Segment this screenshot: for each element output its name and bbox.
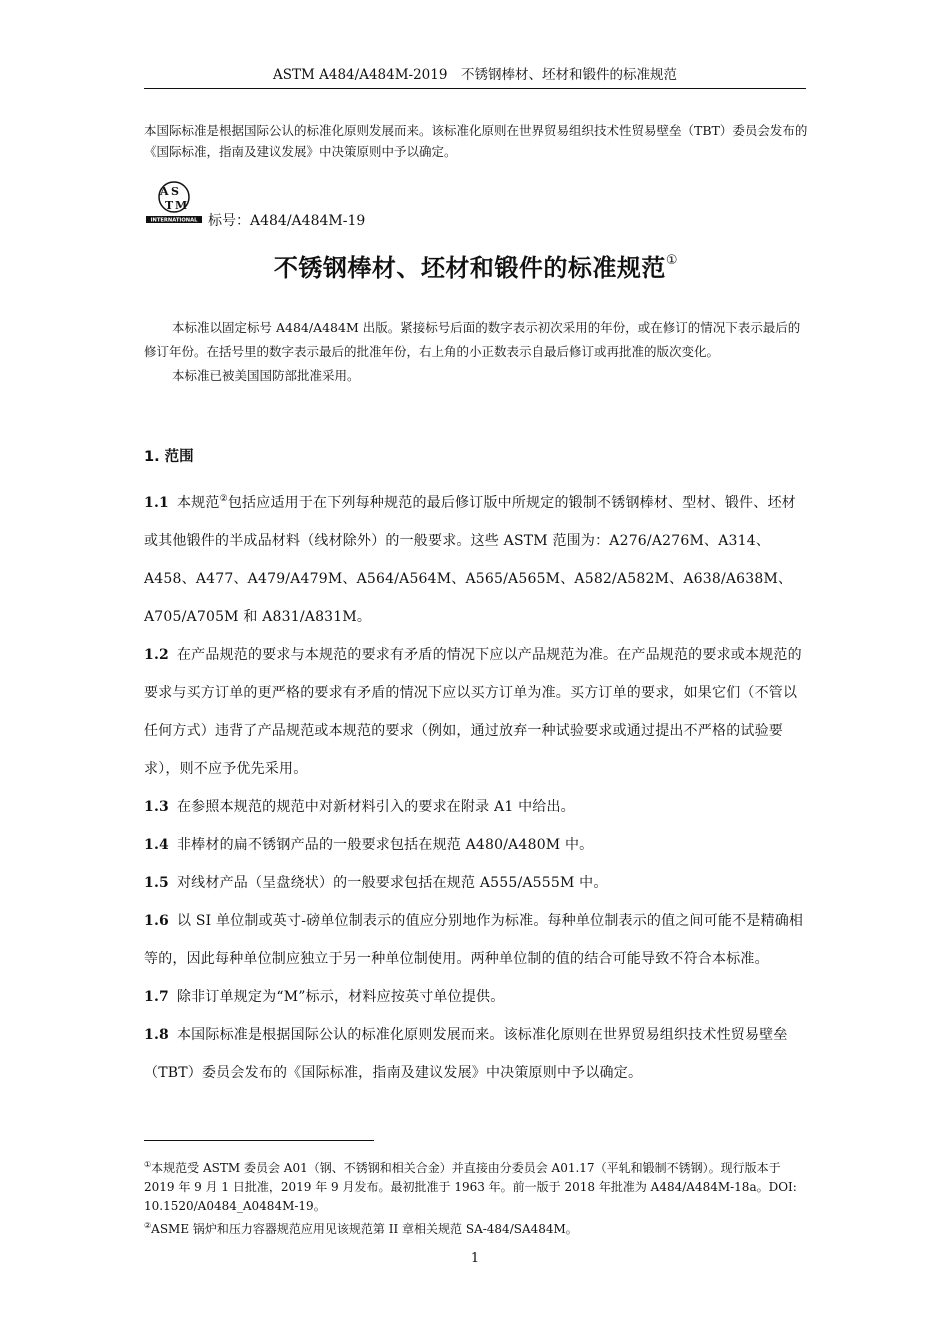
logo-subtext: INTERNATIONAL: [150, 217, 198, 224]
clause-number: 1.5: [144, 875, 169, 891]
statement-paragraph: 本标准已被美国国防部批准采用。: [172, 368, 360, 383]
logo-letter-s: S: [171, 185, 179, 198]
clause-number: 1.6: [144, 913, 169, 929]
footnote: [144, 1155, 808, 1216]
header-rule: [144, 88, 806, 89]
title-footnote-mark: ①: [665, 253, 679, 268]
document-title: [144, 244, 808, 285]
clause: [144, 636, 808, 788]
clause-number: 1.1: [144, 495, 169, 511]
designation-row: [144, 178, 808, 230]
logo-letter-a: A: [160, 185, 169, 198]
astm-logo: [144, 178, 204, 226]
clause-text: 包括应适用于在下列每种规范的最后修订版中所规定的锻制不锈钢棒材、型材、锻件、坯材或其他锻件的半成品材料（线材除外）的一般要求。这些 ASTM 范围为：A276/A276M、A314、A458、A477、A479/A479M、A564/A564M、A565/A565M、A582/A582M、A638/A638M、A705/A705M 和 A831/A831M。: [144, 495, 796, 625]
clause: [144, 788, 808, 826]
standard-statement: [144, 316, 808, 388]
clause-text: 除非订单规定为“M”标示，材料应按英寸单位提供。: [176, 989, 505, 1005]
footnote-text: ASME 锅炉和压力容器规范应用见该规范第 II 章相关规范 SA-484/SA484M。: [151, 1222, 578, 1236]
section-heading: 1. 范围: [144, 449, 194, 465]
clause: [144, 978, 808, 1016]
clause-lead: 本规范: [176, 495, 220, 511]
footnote-rule: [144, 1140, 374, 1141]
clause: [144, 1016, 808, 1092]
running-header: ASTM A484/A484M-2019 不锈钢棒材、坯材和锻件的标准规范: [273, 67, 677, 83]
clause-number: 1.7: [144, 989, 169, 1005]
clause: [144, 480, 808, 636]
clause-text: 在产品规范的要求与本规范的要求有矛盾的情况下应以产品规范为准。在产品规范的要求或本规范的要求与买方订单的更严格的要求有矛盾的情况下应以买方订单为准。买方订单的要求，如果它们（不管以任何方式）违背了产品规范或本规范的要求（例如，通过放弃一种试验要求或通过提出不严格的试验要求），则不应予优先采用。: [144, 647, 802, 777]
clause: [144, 864, 808, 902]
logo-letter-m: M: [175, 199, 188, 212]
clause-text: 非棒材的扁不锈钢产品的一般要求包括在规范 A480/A480M 中。: [176, 837, 594, 853]
clause-number: 1.4: [144, 837, 169, 853]
clause-number: 1.8: [144, 1027, 169, 1043]
clause: [144, 826, 808, 864]
document-title-text: 不锈钢棒材、坯材和锻件的标准规范: [273, 254, 666, 282]
logo-letter-t: T: [165, 199, 174, 212]
clause: [144, 902, 808, 978]
intro-paragraph: 本国际标准是根据国际公认的标准化原则发展而来。该标准化原则在世界贸易组织技术性贸易壁垒（TBT）委员会发布的《国际标准，指南及建议发展》中决策原则中予以确定。: [144, 123, 808, 159]
clause-text: 本国际标准是根据国际公认的标准化原则发展而来。该标准化原则在世界贸易组织技术性贸易壁垒（TBT）委员会发布的《国际标准，指南及建议发展》中决策原则中予以确定。: [144, 1027, 788, 1081]
clause-text: 以 SI 单位制或英寸-磅单位制表示的值应分别地作为标准。每种单位制表示的值之间可能不是精确相等的，因此每种单位制应独立于另一种单位制使用。两种单位制的值的结合可能导致不符合本标准。: [144, 913, 804, 967]
footnote-mark: ②: [144, 1221, 152, 1230]
footnote: [144, 1216, 808, 1239]
clause-number: 1.3: [144, 799, 169, 815]
footnote-mark: ①: [144, 1160, 152, 1169]
clause-number: 1.2: [144, 647, 169, 663]
footnote-text: 本规范受 ASTM 委员会 A01（钢、不锈钢和相关合金）并直接由分委员会 A01.17（平轧和锻制不锈钢）。现行版本于 2019 年 9 月 1 日批准，2019 年 9 月发布。最初批准于 1963 年。前一版于 2018 年批准为 A484/A484M-18a。DOI: 10.1520/A0484_A0484M-19。: [144, 1161, 797, 1213]
clause-footnote-mark: ②: [219, 494, 228, 504]
designation: 标号：A484/A484M-19: [208, 213, 366, 229]
clause-text: 对线材产品（呈盘绕状）的一般要求包括在规范 A555/A555M 中。: [176, 875, 608, 891]
scope-clauses: [144, 480, 808, 1092]
statement-paragraph: 本标准以固定标号 A484/A484M 出版。紧接标号后面的数字表示初次采用的年份，或在修订的情况下表示最后的修订年份。在括号里的数字表示最后的批准年份，右上角的小正数表示自最后修订或再批准的版次变化。: [144, 320, 801, 359]
footnotes: [144, 1155, 808, 1239]
clause-text: 在参照本规范的规范中对新材料引入的要求在附录 A1 中给出。: [176, 799, 575, 815]
page-number: 1: [470, 1251, 480, 1266]
